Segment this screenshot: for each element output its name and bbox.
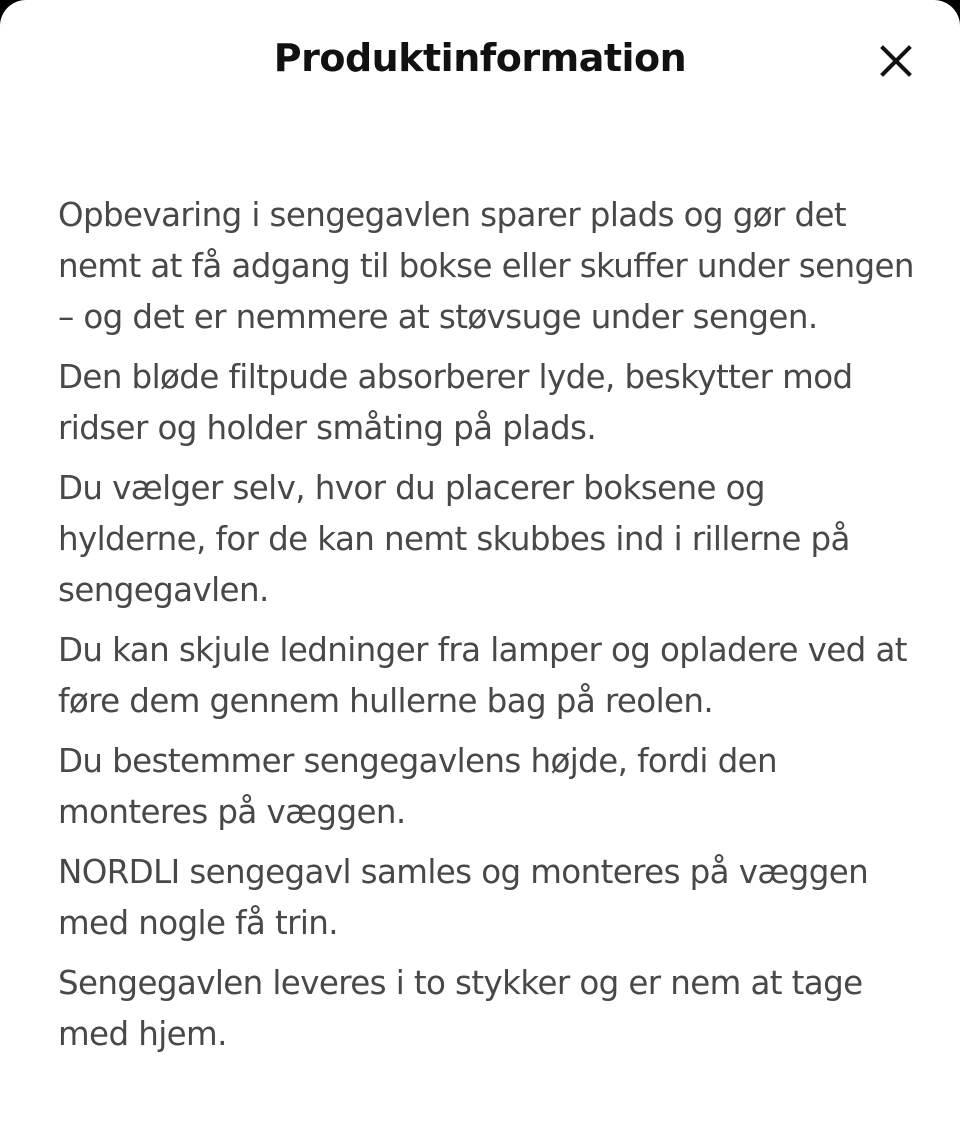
product-info-paragraph: Du bestemmer sengegavlens højde, fordi den monteres på væggen. xyxy=(58,742,777,831)
product-info-paragraph: Opbevaring i sengegavlen sparer plads og gør det nemt at få adgang til bokse eller skuffer under sengen – og det er nemmere at støvsuge under sengen. xyxy=(58,196,914,336)
modal-header xyxy=(0,0,960,125)
modal-title: Produktinformation xyxy=(273,36,687,80)
modal-body xyxy=(58,190,918,1069)
close-button[interactable] xyxy=(872,38,920,86)
product-info-paragraph: Sengegavlen leveres i to stykker og er nem at tage med hjem. xyxy=(58,964,863,1053)
product-info-paragraph: Du kan skjule ledninger fra lamper og opladere ved at føre dem gennem hullerne bag på reolen. xyxy=(58,631,907,720)
close-icon xyxy=(878,43,914,82)
product-info-paragraph: NORDLI sengegavl samles og monteres på væggen med nogle få trin. xyxy=(58,853,869,942)
product-info-paragraph: Den bløde filtpude absorberer lyde, beskytter mod ridser og holder småting på plads. xyxy=(58,358,853,447)
product-info-paragraph: Du vælger selv, hvor du placerer boksene og hylderne, for de kan nemt skubbes ind i rillerne på sengegavlen. xyxy=(58,469,850,609)
